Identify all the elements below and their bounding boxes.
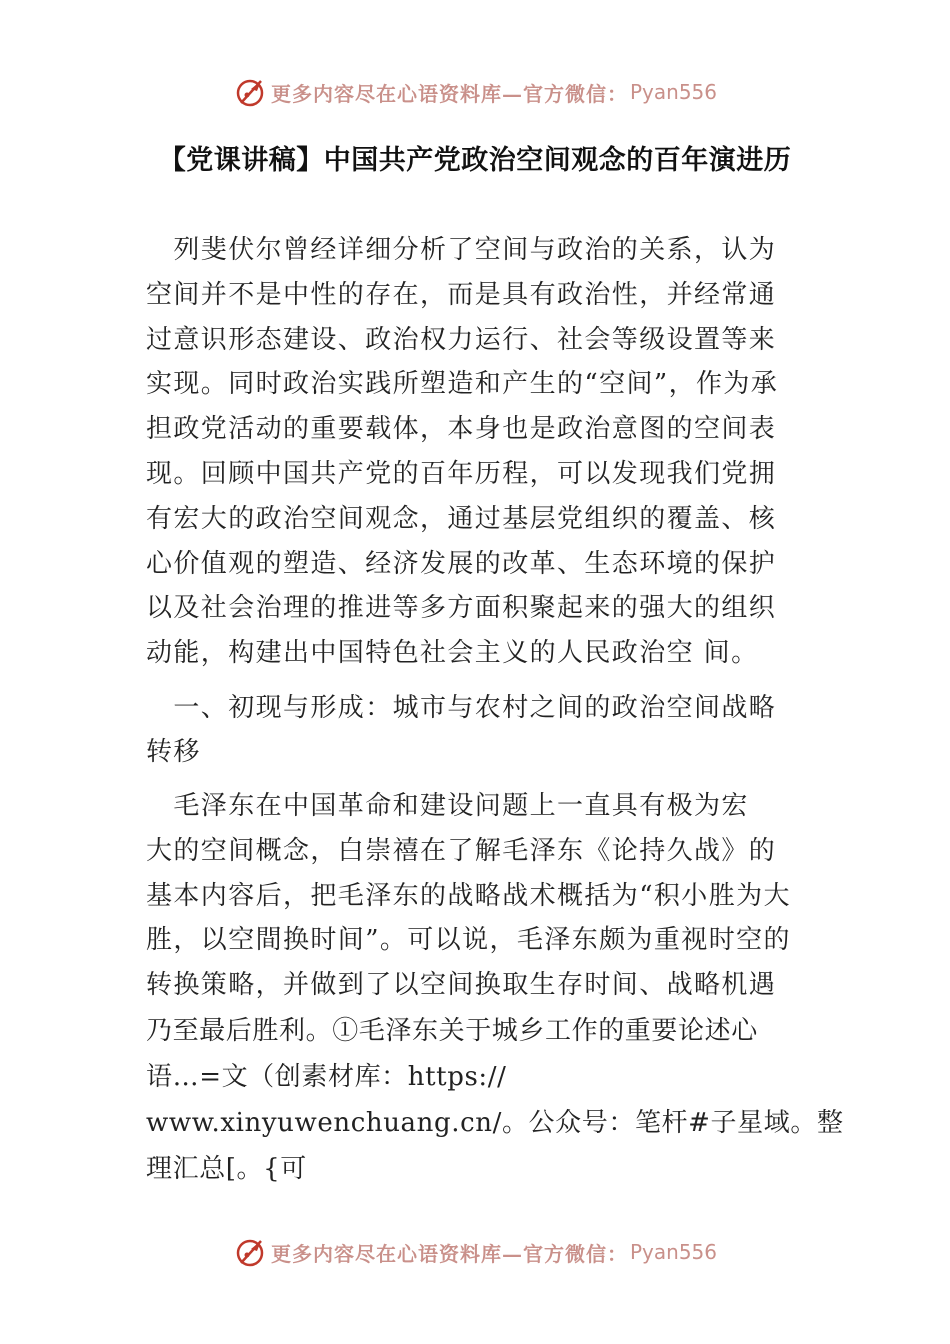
text-line: 转换策略，并做到了以空间换取生存时间、战略机遇 — [146, 970, 777, 1001]
text-line: 空间并不是中性的存在，而是具有政治性，并经常通 — [146, 279, 777, 310]
text-line: 胜，以空間换时间”。可以说，毛泽东颇为重视时空的 — [146, 925, 791, 956]
document-body — [146, 228, 844, 1192]
text-line: 实现。同时政治实践所塑造和产生的“空间”，作为承 — [146, 369, 779, 400]
heading-line: 转移 — [146, 736, 201, 767]
text-line: 以及社会治理的推进等多方面积聚起来的强大的组织 — [146, 593, 777, 624]
text-line: 担政党活动的重要载体，本身也是政治意图的空间表 — [146, 414, 777, 445]
paragraph-intro — [146, 228, 810, 676]
heading-line: 一、初现与形成：城市与农村之间的政治空间战略 — [146, 692, 777, 723]
text-line: 理汇总[。{可 — [146, 1153, 307, 1184]
header-watermark — [0, 72, 950, 112]
watermark-wechat-id: Pyan556 — [629, 80, 717, 104]
footer-watermark — [0, 1232, 950, 1272]
text-line: 心价值观的塑造、经济发展的改革、生态环境的保护 — [146, 548, 777, 579]
text-line: 语…=文（创素材库：https:// — [146, 1061, 507, 1092]
text-line-url: www.xinyuwenchuang.cn/。公众号：笔杆#子星域。整 — [146, 1107, 844, 1138]
watermark-text: 更多内容尽在心语资料库—官方微信： — [270, 81, 628, 106]
paragraph-mao — [146, 784, 844, 1192]
text-line: 动能，构建出中国特色社会主义的人民政治空 间。 — [146, 638, 759, 669]
watermark-text: 更多内容尽在心语资料库—官方微信： — [270, 1241, 628, 1266]
section-heading — [146, 686, 810, 774]
text-line: 过意识形态建设、政治权力运行、社会等级设置等来 — [146, 324, 777, 355]
text-line: 列斐伏尔曾经详细分析了空间与政治的关系，认为 — [146, 235, 777, 265]
text-line: 现。回顾中国共产党的百年历程，可以发现我们党拥 — [146, 458, 777, 489]
document-title: 【党课讲稿】中国共产党政治空间观念的百年演进历 — [158, 145, 792, 176]
text-line: 有宏大的政治空间观念，通过基层党组织的覆盖、核 — [146, 503, 777, 534]
watermark-wechat-id: Pyan556 — [629, 1240, 717, 1264]
text-line: 毛泽东在中国革命和建设问题上一直具有极为宏 — [146, 790, 749, 821]
text-line: 大的空间概念，白崇禧在了解毛泽东《论持久战》的 — [146, 835, 777, 866]
quill-logo-icon — [233, 75, 267, 109]
text-line: 乃至最后胜利。①毛泽东关于城乡工作的重要论述心 — [146, 1015, 758, 1046]
quill-logo-icon — [233, 1235, 267, 1269]
text-line: 基本内容后，把毛泽东的战略战术概括为“积小胜为大 — [146, 880, 791, 911]
